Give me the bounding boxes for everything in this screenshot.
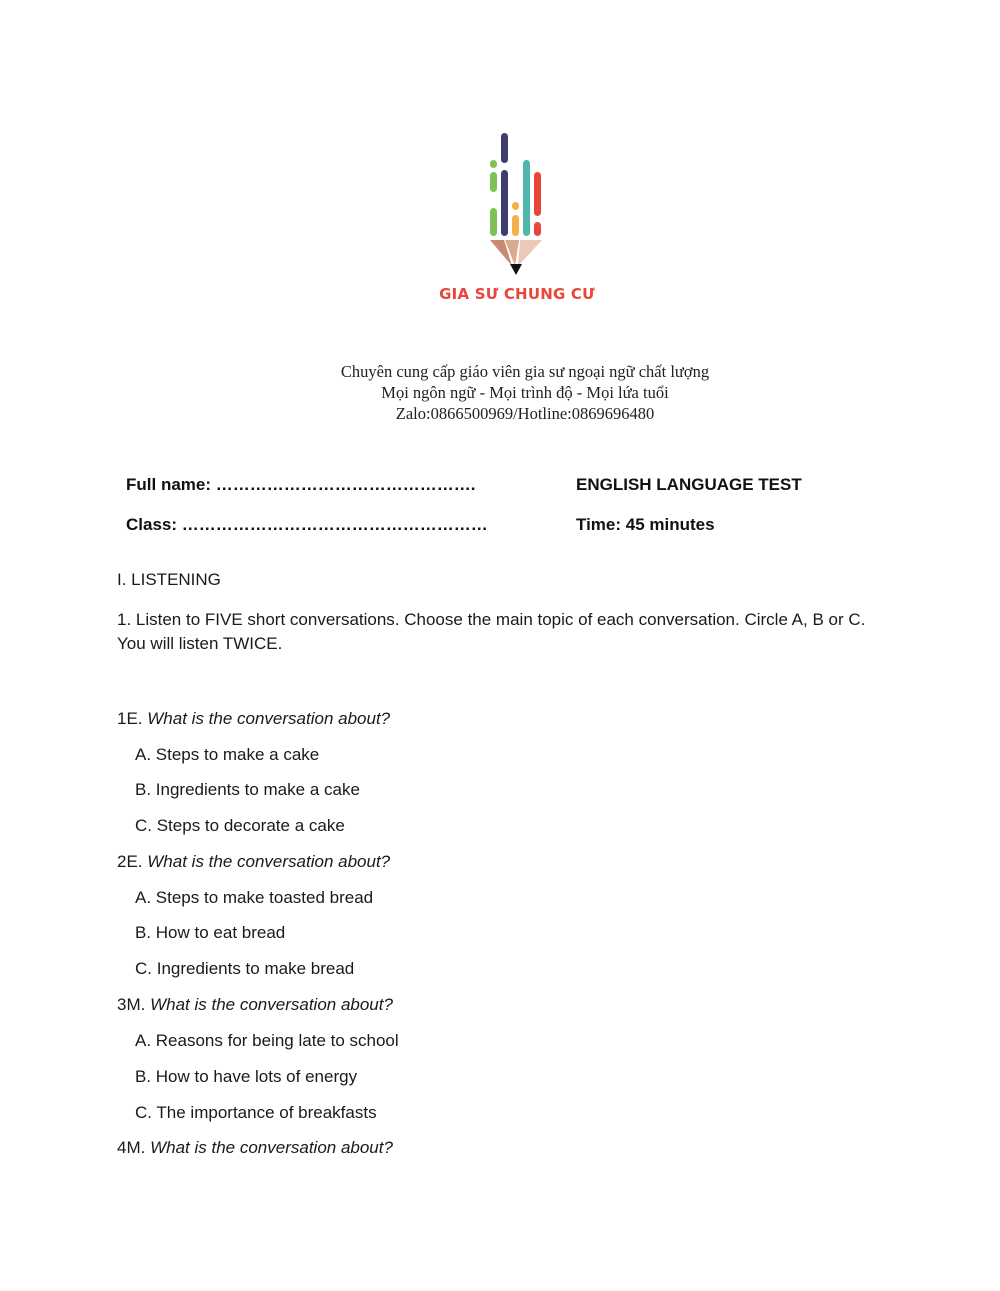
pencil-logo-icon [482, 130, 552, 280]
option-3b[interactable]: B. How to have lots of energy [135, 1067, 358, 1086]
logo-wordmark: GIA SƯ CHUNG CƯ [439, 285, 595, 303]
contact-line: Zalo:0866500969/Hotline:0869696480 [395, 404, 655, 423]
question-2 [117, 852, 390, 872]
question-number: 4M. [117, 1138, 146, 1157]
section-instruction: 1. Listen to FIVE short conversations. Choose the main topic of each conversation. Circle A, B or C. You will listen TWICE. [117, 610, 866, 653]
question-prompt: What is the conversation about? [150, 995, 393, 1014]
question-prompt: What is the conversation about? [150, 1138, 393, 1157]
test-title: ENGLISH LANGUAGE TEST [576, 475, 802, 494]
option-2b[interactable]: B. How to eat bread [135, 923, 286, 942]
question-number: 1E. [117, 709, 143, 728]
class-field: Class: ……………………………………………… [126, 515, 488, 534]
option-2a[interactable]: A. Steps to make toasted bread [135, 888, 374, 907]
option-1c[interactable]: C. Steps to decorate a cake [135, 816, 345, 835]
option-1a[interactable]: A. Steps to make a cake [135, 745, 320, 764]
test-time: Time: 45 minutes [576, 515, 715, 534]
question-4 [117, 1138, 393, 1158]
question-number: 3M. [117, 995, 146, 1014]
option-3a[interactable]: A. Reasons for being late to school [135, 1031, 399, 1050]
question-1 [117, 709, 390, 729]
tagline-line: Mọi ngôn ngữ - Mọi trình độ - Mọi lứa tuổi [381, 383, 669, 402]
question-prompt: What is the conversation about? [147, 852, 391, 871]
question-3 [117, 995, 393, 1015]
option-2c[interactable]: C. Ingredients to make bread [135, 959, 355, 978]
question-number: 2E. [117, 852, 143, 871]
tagline-line: Chuyên cung cấp giáo viên gia sư ngoại ngữ chất lượng [340, 362, 710, 381]
section-title: I. LISTENING [117, 570, 221, 589]
option-1b[interactable]: B. Ingredients to make a cake [135, 780, 360, 799]
tagline-block [200, 361, 850, 424]
full-name-field: Full name: ………………………………………. [126, 475, 476, 494]
option-3c[interactable]: C. The importance of breakfasts [135, 1103, 377, 1122]
question-prompt: What is the conversation about? [147, 709, 391, 728]
